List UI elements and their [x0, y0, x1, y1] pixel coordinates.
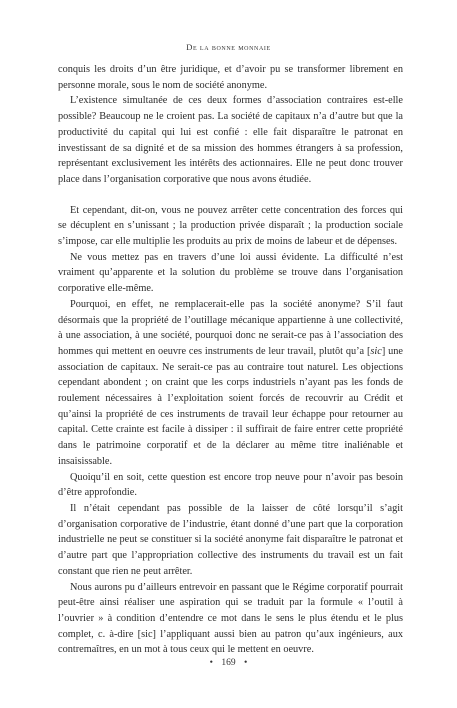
paragraph-p3: [58, 203, 403, 250]
text-run: ] une association de capitaux. Ne serait-ce pas au contraire tout naturel. Les objections cependant abondent ; on craint que les corps industriels n’ayant pas les fonds de roulement nécessaires à l’exploitation soient forcés de recouvrir au Crédit et qu’ainsi la propriété de ces instruments de travail leur échappe pour retourner au capital. Cette crainte est facile à dissiper : il suffirait de faire entrer cette propriété dans le patrimoine corporatif et de la déclarer au même titre inaliénable et insaisissable.: [58, 345, 404, 467]
paragraph-p7: [58, 501, 403, 580]
text-run: Pourquoi, en effet, ne remplacerait-elle pas la société anonyme? S’il faut désormais que la propriété de l’outillage mécanique appartienne à une collectivité, à une association, à une société, pourquoi donc ne serait-ce pas à l’association des hommes qui mettent en oeuvre ces instruments de leur travail, plutôt qu’a [: [58, 298, 403, 357]
body-text: [58, 62, 403, 658]
text-run: Il n’était cependant pas possible de la laisser de côté lorsqu’il s’agit d’organisation corporative de l’industrie, étant donné d’une part que la corporation industrielle ne peut se constituer si la société anonyme fait disparaître le patronat et d’autre part que l’appropriation collective des instruments du travail est un fait constant que rien ne peut arrêter.: [58, 502, 403, 577]
paragraph-p1: [58, 62, 403, 93]
text-run: Et cependant, dit-on, vous ne pouvez arrêter cette concentration des forces qui se décuplent en s’unissant ; la production privée disparaît ; la production sociale s’impose, car elle multiplie les produits au prix de moins de labeur et de dépenses.: [58, 204, 403, 248]
folio-number: 169: [221, 658, 236, 668]
paragraph-p6: [58, 470, 403, 501]
paragraph-p5: [58, 297, 403, 470]
italic-annotation: sic: [370, 345, 382, 357]
text-run: Quoiqu’il en soit, cette question est encore trop neuve pour n’avoir pas besoin d’être approfondie.: [58, 471, 403, 499]
paragraph-p2: [58, 93, 403, 187]
paragraph-p4: [58, 250, 403, 297]
page-number: [0, 658, 457, 668]
paragraph-p8: [58, 580, 403, 659]
running-head: De la bonne monnaie: [186, 42, 271, 52]
folio-ornament-left: •: [209, 658, 213, 668]
text-run: conquis les droits d’un être juridique, et d’avoir pu se transformer librement en personne morale, sous le nom de société anonyme.: [58, 64, 403, 91]
text-run: Ne vous mettez pas en travers d’une loi aussi évidente. La difficulté n’est vraiment qu’apparente et la solution du problème se trouve dans l’organisation corporative elle-même.: [58, 251, 403, 295]
folio-ornament-right: •: [244, 658, 248, 668]
text-run: L’existence simultanée de ces deux formes d’association contraires est-elle possible? Beaucoup ne le croient pas. La société de capitaux n’a d’autre but que la productivité du capital qui lui est confié : elle fait disparaître le patronat en investissant de sa dignité et de sa mission des hommes étrangers à sa profession, représentant exclusivement les intérêts des actionnaires. Elle ne peut donc trouver place dans l’organisation corporative que nous avons étudiée.: [58, 95, 403, 185]
text-run: Nous aurons pu d’ailleurs entrevoir en passant que le Régime corporatif pourrait peut-être ainsi réaliser une aspiration qui se traduit par la formule « l’outil à l’ouvrier » à condition d’entendre ce mot dans le sens le plus étendu et le plus complet, c. à-dire [sic] l’appliquant aussi bien au patron qu’aux ingénieurs, aux contremaîtres, en un mot à tous ceux qui le mettent en oeuvre.: [58, 581, 403, 656]
